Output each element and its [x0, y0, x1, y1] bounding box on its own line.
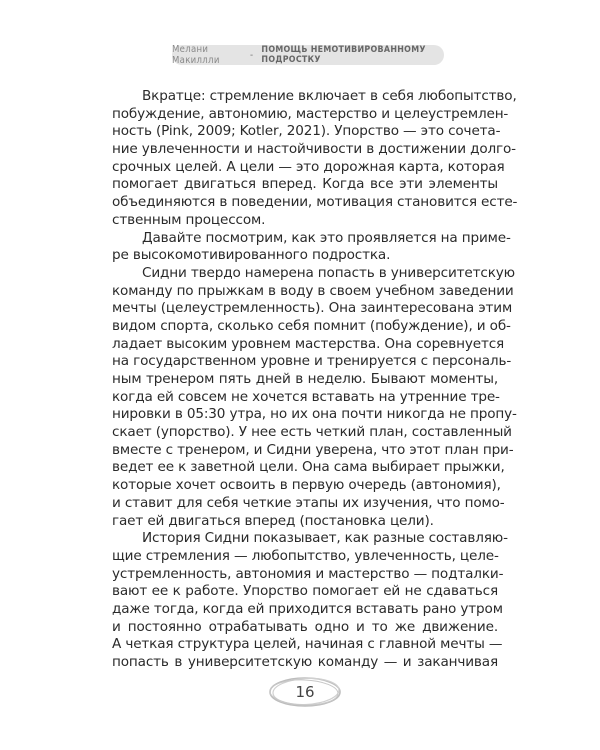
text-line: ственным процессом. — [112, 211, 266, 228]
paragraph — [112, 229, 511, 265]
text-line: вместе с тренером, и Сидни уверена, что этот план при- — [112, 441, 514, 458]
header-book-title: ПОМОЩЬ НЕМОТИВИРОВАННОМУ ПОДРОСТКУ — [261, 45, 426, 65]
text-line: ние увлеченности и настойчивости в достижении долго- — [112, 141, 516, 158]
text-line: объединяются в поведении, мотивация становится есте- — [112, 194, 518, 211]
text-line: мечты (целеустремленность). Она заинтересована этим — [112, 300, 513, 317]
paragraph — [112, 88, 518, 230]
text-line: побуждение, автономию, мастерство и целеустремлен- — [112, 105, 509, 122]
running-header — [172, 45, 444, 65]
text-line: А четкая структура целей, начиная с главной мечты — — [112, 636, 503, 653]
header-author: Мелани Макиллли — [172, 44, 220, 66]
page-number-badge — [268, 676, 342, 708]
text-line: ведет ее к заветной цели. Она сама выбирает прыжки, — [112, 459, 505, 476]
text-line: ладает высоким уровнем мастерства. Она соревнуется — [112, 335, 505, 352]
text-line: которые хочет освоить в первую очередь (автономия), — [112, 477, 501, 494]
text-line: История Сидни показывает, как разные составляю- — [142, 530, 508, 547]
text-line: на государственном уровне и тренируется с персональ- — [112, 353, 512, 370]
text-line: устремленность, автономия и мастерство — подталки- — [112, 565, 504, 582]
text-line: ность (Pink, 2009; Kotler, 2021). Упорство — это сочета- — [112, 123, 501, 140]
text-line: и ставит для себя четкие этапы их изучения, что помо- — [112, 494, 505, 511]
text-line: Сидни твердо намерена попасть в университетскую — [142, 264, 515, 281]
text-line: видом спорта, сколько себя помнит (побуждение), и об- — [112, 317, 511, 334]
text-line: гает ей двигаться вперед (постановка цели). — [112, 512, 434, 529]
text-line: Вкратце: стремление включает в себя любопытство, — [142, 88, 517, 104]
page-number: 16 — [295, 683, 315, 701]
text-line: даже тогда, когда ей приходится вставать рано утром — [112, 600, 503, 617]
paragraph — [112, 530, 508, 672]
text-line: ным тренером пять дней в неделю. Бывают моменты, — [112, 371, 498, 387]
text-line: скает (упорство). У нее есть четкий план, составленный — [112, 424, 512, 441]
text-line: ре высокомотивированного подростка. — [112, 247, 391, 264]
text-line: щие стремления — любопытство, увлеченность, целе- — [112, 547, 499, 564]
text-line: когда ей совсем не хочется вставать на утренние тре- — [112, 388, 500, 405]
text-line: помогает двигаться вперед. Когда все эти элементы — [112, 176, 498, 193]
text-line: и постоянно отрабатывать одно и то же движение. — [112, 618, 498, 635]
text-line: срочных целей. А цели — это дорожная карта, которая — [112, 158, 505, 175]
text-line: попасть в университетскую команду — и заканчивая — [112, 654, 498, 670]
text-line: команду по прыжкам в воду в своем учебном заведении — [112, 282, 514, 299]
header-separator: - — [250, 49, 254, 61]
text-line: нировки в 05:30 утра, но их она почти никогда не пропу- — [112, 406, 517, 423]
paragraph — [112, 264, 517, 530]
page-body-text — [112, 88, 518, 672]
text-line: Давайте посмотрим, как это проявляется на приме- — [142, 229, 511, 246]
text-line: вают ее к работе. Упорство помогает ей не сдаваться — [112, 583, 498, 600]
